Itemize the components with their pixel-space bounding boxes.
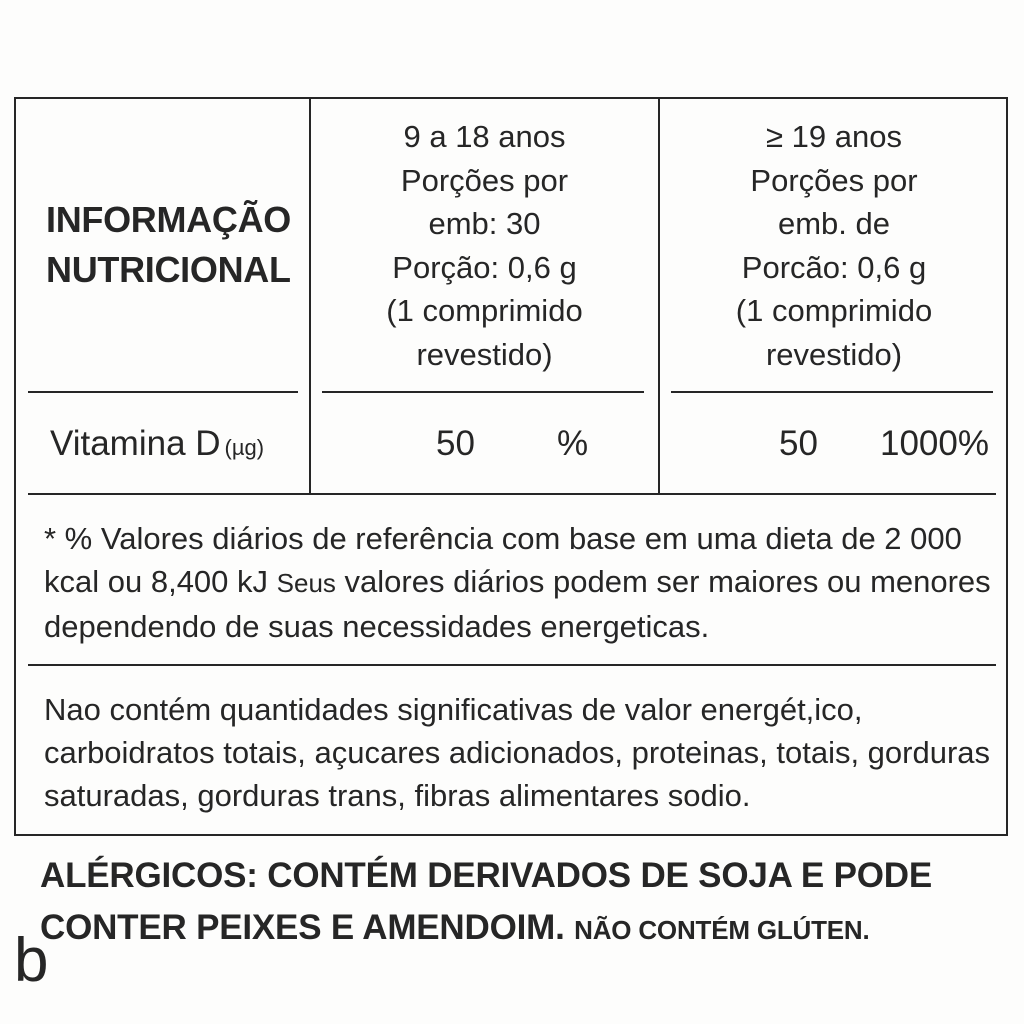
row-divider (28, 391, 298, 393)
col1-amount: 50 (436, 424, 475, 463)
table-title (16, 99, 309, 391)
age-group-9-18-header (311, 115, 658, 385)
section-divider (28, 664, 996, 666)
header-line: Porção: 0,6 g (392, 249, 577, 285)
row-divider (671, 391, 993, 393)
footnote-text: valores diários podem ser maiores ou menores dependendo de suas necessidades energeticas. (44, 564, 991, 644)
allergen-text: ALÉRGICOS: CONTÉM DERIVADOS DE SOJA E PODE CONTER PEIXES E AMENDOIM. (40, 856, 932, 947)
age-group-19-plus-header (660, 115, 1008, 385)
header-line: Porcão: 0,6 g (741, 249, 927, 285)
nutrient-unit: (µg) (224, 435, 265, 460)
nutrition-table (14, 97, 1008, 836)
not-significant-note: Nao contém quantidades significativas de valor energét,ico, carboidratos totais, açucares adicionados, proteinas, totais, gorduras saturadas, gorduras trans, fibras alimentares sodio. (44, 692, 991, 813)
col1-percent: % (557, 424, 589, 463)
header-line: (1 comprimido (735, 293, 933, 328)
header-line: emb. de (777, 206, 890, 241)
footnote-small-text: Seus (276, 568, 336, 598)
footnote-text: * % Valores diários de referência com base em uma dieta de 2 000 kcal ou 8,400 kJ (44, 521, 962, 599)
nutrient-name (50, 422, 264, 470)
allergen-warning (40, 850, 1010, 956)
header-line: 9 a 18 anos (403, 119, 566, 154)
header-line: Porções por (750, 162, 918, 198)
col2-amount: 50 (779, 424, 818, 463)
header-line: (1 comprimido (386, 293, 583, 328)
row-divider (322, 391, 644, 393)
header-line: revestido) (765, 336, 903, 372)
table-title-line: INFORMAÇÃO (46, 199, 291, 240)
nutrient-label: Vitamina D (50, 424, 221, 463)
header-line: ≥ 19 anos (766, 119, 902, 154)
table-title-line: NUTRICIONAL (46, 249, 291, 290)
header-line: emb: 30 (428, 206, 541, 241)
col2-percent: 1000% (880, 424, 989, 463)
gluten-free-text: NÃO CONTÉM GLÚTEN. (574, 915, 870, 945)
daily-value-footnote (44, 517, 1004, 648)
header-line: Porções por (400, 162, 569, 198)
row-divider (28, 493, 996, 495)
header-line: revestido) (416, 336, 553, 372)
brand-mark: b (14, 926, 49, 995)
